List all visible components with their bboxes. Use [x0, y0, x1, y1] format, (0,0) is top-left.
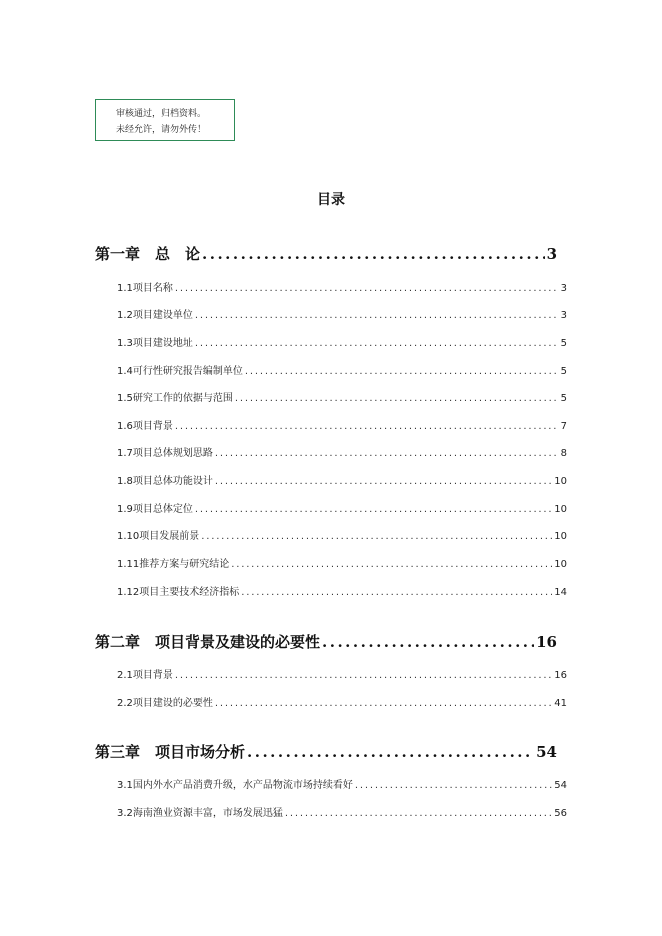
dot-leader	[195, 504, 552, 515]
toc-section-1-5[interactable]	[117, 389, 567, 404]
toc-section-1-8[interactable]	[117, 472, 567, 487]
section-title: 1.10项目发展前景	[117, 531, 200, 542]
dot-leader	[235, 393, 559, 404]
dot-leader	[215, 476, 552, 487]
section-page: 3	[560, 310, 567, 321]
section-page: 54	[554, 780, 567, 791]
section-title: 2.2项目建设的必要性	[117, 698, 213, 709]
dot-leader	[195, 310, 559, 321]
dot-leader	[202, 245, 545, 263]
dot-leader	[241, 587, 552, 598]
toc-section-1-3[interactable]	[117, 334, 567, 349]
chapter-page: 16	[536, 633, 557, 651]
toc-section-2-2[interactable]	[117, 694, 567, 709]
toc-section-1-10[interactable]	[117, 527, 567, 542]
section-title: 1.8项目总体功能设计	[117, 476, 213, 487]
dot-leader	[322, 633, 534, 651]
section-title: 1.9项目总体定位	[117, 504, 193, 515]
toc-section-1-7[interactable]	[117, 444, 567, 459]
section-page: 7	[560, 421, 567, 432]
section-title: 3.1国内外水产品消费升级，水产品物流市场持续看好	[117, 780, 353, 791]
section-page: 10	[554, 531, 567, 542]
notice-line-2: 未经允许，请勿外传！	[116, 125, 207, 135]
section-page: 10	[554, 504, 567, 515]
toc-section-1-6[interactable]	[117, 417, 567, 432]
toc-chapter-2[interactable]	[95, 631, 557, 652]
dot-leader	[175, 283, 559, 294]
section-page: 8	[560, 448, 567, 459]
section-page: 3	[560, 283, 567, 294]
dot-leader	[215, 448, 559, 459]
toc-chapter-3[interactable]	[95, 741, 557, 762]
section-title: 1.11推荐方案与研究结论	[117, 559, 230, 570]
section-title: 1.4可行性研究报告编制单位	[117, 366, 243, 377]
dot-leader	[285, 808, 552, 819]
dot-leader	[355, 780, 552, 791]
chapter-page: 54	[536, 743, 557, 761]
dot-leader	[247, 743, 534, 761]
toc-section-1-11[interactable]	[117, 555, 567, 570]
section-title: 1.1项目名称	[117, 283, 173, 294]
section-title: 1.2项目建设单位	[117, 310, 193, 321]
toc-section-3-1[interactable]	[117, 776, 567, 791]
section-page: 10	[554, 559, 567, 570]
section-title: 1.3项目建设地址	[117, 338, 193, 349]
confidential-notice-box	[95, 99, 235, 141]
toc-title: 目录	[317, 192, 345, 208]
toc-chapter-1[interactable]	[95, 243, 557, 264]
chapter-title: 第三章 项目市场分析	[95, 743, 246, 761]
toc-section-2-1[interactable]	[117, 666, 567, 681]
section-page: 41	[554, 698, 567, 709]
toc-section-3-2[interactable]	[117, 804, 567, 819]
section-page: 5	[560, 393, 567, 404]
section-page: 5	[560, 366, 567, 377]
dot-leader	[195, 338, 559, 349]
section-title: 3.2海南渔业资源丰富，市场发展迅猛	[117, 808, 283, 819]
dot-leader	[231, 559, 552, 570]
dot-leader	[215, 698, 552, 709]
section-title: 1.12项目主要技术经济指标	[117, 587, 240, 598]
section-title: 1.7项目总体规划思路	[117, 448, 213, 459]
toc-section-1-4[interactable]	[117, 362, 567, 377]
toc-section-1-2[interactable]	[117, 306, 567, 321]
chapter-title: 第一章 总 论	[95, 245, 201, 263]
section-title: 1.6项目背景	[117, 421, 173, 432]
chapter-page: 3	[546, 245, 557, 263]
section-page: 16	[554, 670, 567, 681]
chapter-title: 第二章 项目背景及建设的必要性	[95, 633, 321, 651]
section-page: 5	[560, 338, 567, 349]
section-title: 1.5研究工作的依据与范围	[117, 393, 233, 404]
toc-section-1-1[interactable]	[117, 279, 567, 294]
dot-leader	[245, 366, 559, 377]
section-page: 10	[554, 476, 567, 487]
notice-line-1: 审核通过，归档资料。	[116, 109, 207, 119]
section-title: 2.1项目背景	[117, 670, 173, 681]
dot-leader	[201, 531, 552, 542]
toc-section-1-12[interactable]	[117, 583, 567, 598]
dot-leader	[175, 670, 552, 681]
toc-section-1-9[interactable]	[117, 500, 567, 515]
section-page: 14	[554, 587, 567, 598]
dot-leader	[175, 421, 559, 432]
section-page: 56	[554, 808, 567, 819]
